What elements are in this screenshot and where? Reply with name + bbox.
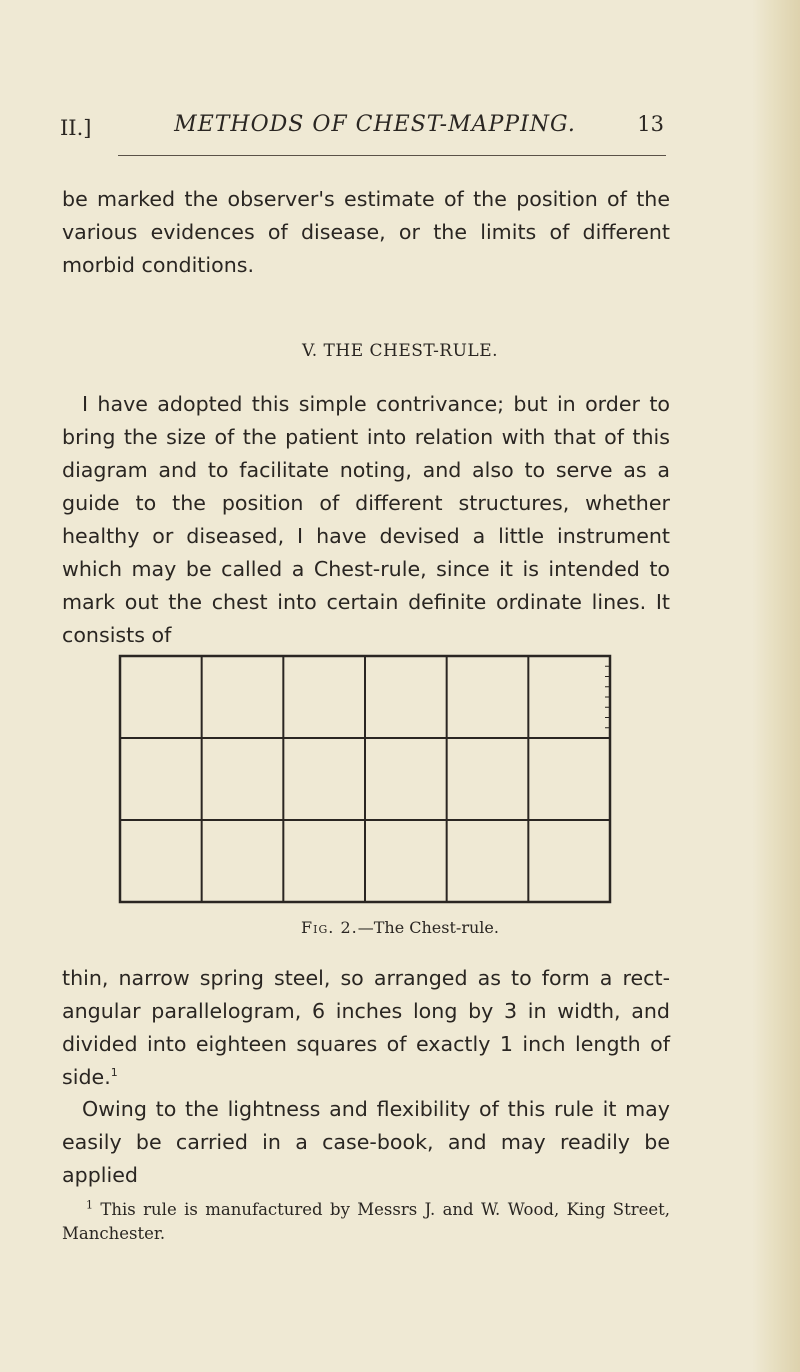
paragraph-owing: Owing to the lightness and flexibility of this rule it may easily be carried in a case-book, and may readily be applied [62,1097,670,1187]
running-title: METHODS OF CHEST-MAPPING. [174,112,576,137]
figure-caption-text: —The Chest-rule. [357,918,499,937]
footnote-text: This rule is manufactured by Messrs J. and W. Wood, King Street, Manchester. [62,1200,670,1243]
chapter-marker: II.] [60,116,92,140]
page-header [60,112,672,152]
figure-caption [0,918,800,937]
paragraph-description [62,962,670,1094]
chest-rule-figure [112,650,624,908]
section-heading: V. THE CHEST-RULE. [301,341,499,361]
figure-label: Fig. 2. [301,918,358,937]
paragraph-continued: be marked the observer's estimate of the position of the various evidences of disease, or the limits of different morbid conditions. [62,187,670,277]
footnote-marker: 1 [86,1198,93,1212]
page-edge-shading [752,0,800,1372]
paragraph-chest-rule-intro: I have adopted this simple contrivance; but in order to bring the size of the patient into relation with that of this diagram and to facilitate noting, and also to serve as a guide to the position of different structures, whether healthy or diseased, I have devised a little instrument which may be called a Chest-rule, since it is intended to mark out the chest into certain definite ordinate lines. It consists of [62,392,670,647]
footnote [62,1198,670,1246]
header-rule [118,155,666,156]
footnote-reference: 1 [110,1066,118,1080]
paragraph-description-text: thin, narrow spring steel, so arranged as to form a rect-angular parallelogram, 6 inches long by 3 in width, and divided into eighteen squares of exactly 1 inch length of side. [62,966,670,1089]
page-number: 13 [637,112,664,136]
chest-rule-grid [112,650,624,908]
